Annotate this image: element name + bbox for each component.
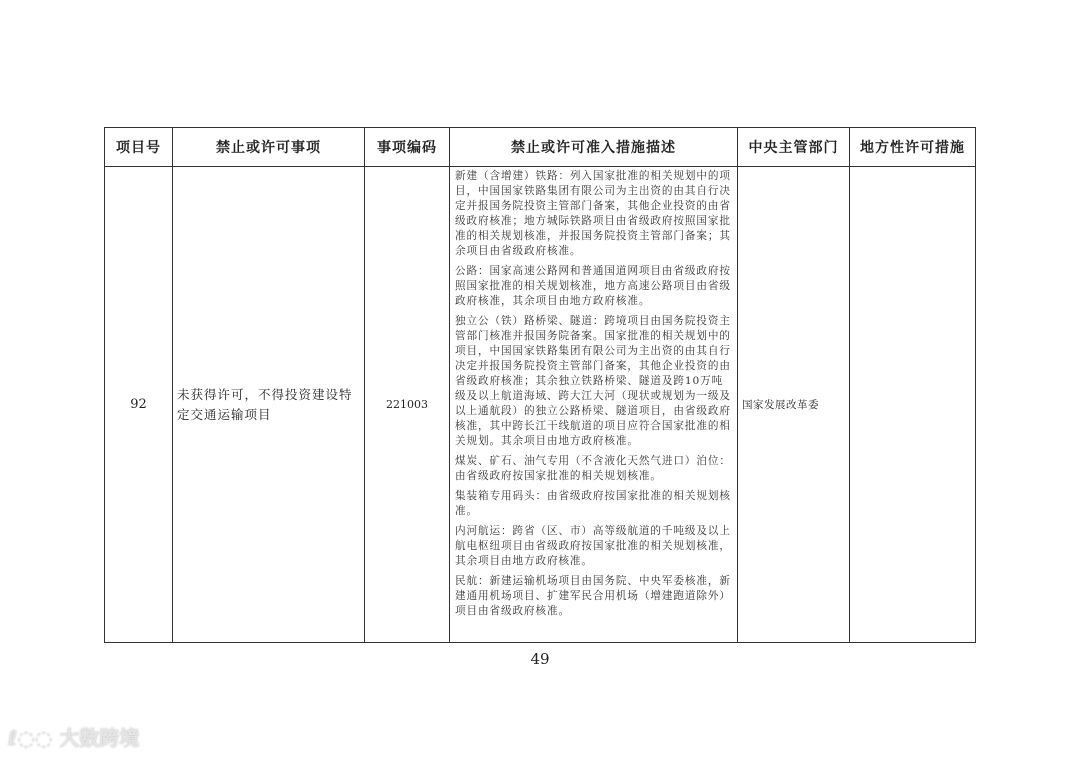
header-item: 禁止或许可事项	[173, 128, 365, 167]
header-local-measures: 地方性许可措施	[850, 128, 976, 167]
department: 国家发展改革委	[738, 167, 850, 643]
header-item-number: 项目号	[105, 128, 173, 167]
local-measures	[850, 167, 976, 643]
table-row	[105, 167, 976, 643]
description-inland-waterway: 内河航运：跨省（区、市）高等级航道的千吨级及以上航电枢纽项目由省级政府按国家批准的相关规划核准，其余项目由地方政府核准。	[455, 525, 731, 567]
logo-icon: ℓ◌◌	[8, 726, 60, 750]
negative-list-table	[104, 127, 976, 643]
page-number: 49	[530, 650, 550, 668]
description-container-terminal: 集装箱专用码头：由省级政府按国家批准的相关规划核准。	[455, 490, 731, 517]
header-code: 事项编码	[365, 128, 450, 167]
header-description: 禁止或许可准入措施描述	[450, 128, 738, 167]
table-header-row	[105, 128, 976, 167]
description-bridges-tunnels: 独立公（铁）路桥梁、隧道：跨境项目由国务院投资主管部门核准并报国务院备案。国家批准的相关规划中的项目，中国国家铁路集团有限公司为主出资的由其自行决定并报国务院投资主管部门备案，其他企业投资的由省级政府核准；其余独立铁路桥梁、隧道及跨10万吨级及以上航道海域、跨大江大河（现状或规划为一级及以上通航段）的独立公路桥梁、隧道项目，由省级政府核准，其中跨长江干线航道的项目应符合国家批准的相关规划。其余项目由地方政府核准。	[455, 315, 731, 447]
description-civil-aviation: 民航：新建运输机场项目由国务院、中央军委核准，新建通用机场项目、扩建军民合用机场（增建跑道除外）项目由省级政府核准。	[455, 575, 731, 617]
header-department: 中央主管部门	[738, 128, 850, 167]
description-railway: 新建（含增建）铁路：列入国家批准的相关规划中的项目，中国国家铁路集团有限公司为主出资的由其自行决定并报国务院投资主管部门备案，其他企业投资的由省级政府核准；地方城际铁路项目由省级政府按照国家批准的相关规划核准，并报国务院投资主管部门备案；其余项目由省级政府核准。	[455, 170, 731, 257]
item-name: 未获得许可，不得投资建设特定交通运输项目	[173, 167, 365, 643]
item-code: 221003	[365, 167, 450, 643]
item-number: 92	[105, 167, 173, 643]
description-highway: 公路：国家高速公路网和普通国道网项目由省级政府按照国家批准的相关规划核准，地方高速公路项目由省级政府核准，其余项目由地方政府核准。	[455, 265, 731, 307]
watermark-logo	[8, 722, 139, 751]
watermark-text: 大数跨境	[59, 726, 140, 750]
description-cell	[450, 167, 738, 643]
description-berths: 煤炭、矿石、油气专用（不含液化天然气进口）泊位：由省级政府按国家批准的相关规划核准。	[455, 455, 731, 482]
